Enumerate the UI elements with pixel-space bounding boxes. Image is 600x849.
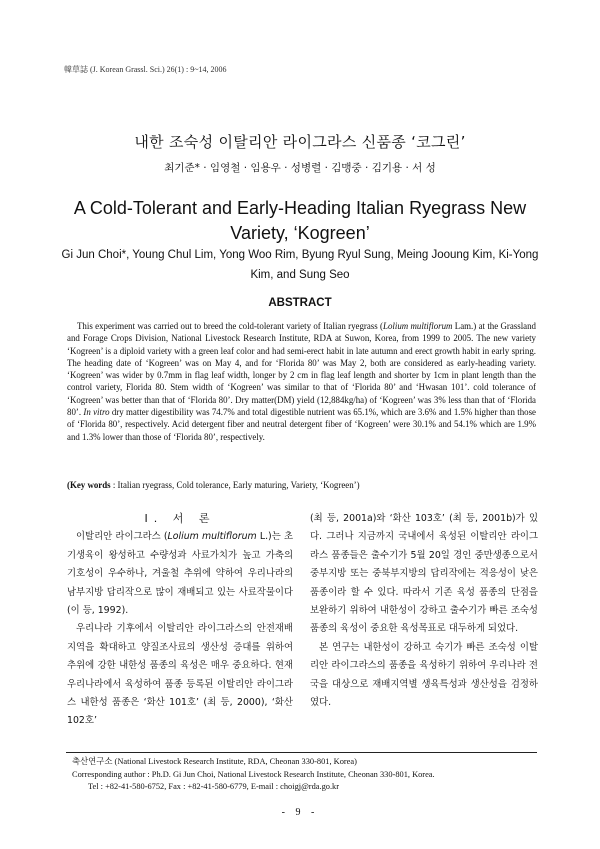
page-number: - 9 - bbox=[281, 807, 319, 818]
footnote-divider bbox=[66, 752, 537, 753]
english-title: A Cold-Tolerant and Early-Heading Italian Ryegrass New Variety, ‘Kogreen’ bbox=[73, 198, 527, 243]
footnote-corresponding: Corresponding author : Ph.D. Gi Jun Choi, National Livestock Research Institute, Cheonan 330-801, Korea. bbox=[72, 769, 435, 779]
english-authors: Gi Jun Choi*, Young Chul Lim, Yong Woo Rim, Byung Ryul Sung, Meing Jooung Kim, Ki-Yong Kim, and Sung Seo bbox=[61, 249, 539, 281]
left-column bbox=[67, 510, 293, 731]
intro-text: L.)는 초기생육이 왕성하고 수량성과 사료가치가 높고 가축의 기호성이 우수하나, 겨울철 추위에 약하여 우리나라의 남부지방 답리작으로 많이 재배되고 있는 사료작물이다(이 등, 1992). bbox=[67, 531, 294, 617]
footnote-affiliation: 축산연구소 (National Livestock Research Institute, RDA, Cheonan 330-801, Korea) bbox=[72, 757, 357, 766]
keywords-list: : Italian ryegrass, Cold tolerance, Early maturing, Variety, ‘Kogreen’) bbox=[110, 480, 360, 490]
korean-authors: 최기준* · 임영철 · 임용우 · 성병렬 · 김맹중 · 김기용 · 서 성 bbox=[164, 162, 436, 174]
footnote-contact: Tel : +82-41-580-6752, Fax : +82-41-580-6779, E-mail : choigj@rda.go.kr bbox=[88, 782, 340, 792]
abstract-text: dry matter digestibility was 74.7% and total digestible nutrient was 65.1%, which are 3.6% and 1.5% higher than those of ‘Florida 80’, respectively. Acid detergent fiber and neutral detergent fiber of ‘Kogreen’ were 30.1% and 54.1% which are 1.9% and 1.3% lower than those of ‘Florida 80’, respectively. bbox=[67, 407, 536, 442]
korean-title: 내한 조숙성 이탈리안 라이그라스 신품종 ‘코그린’ bbox=[134, 133, 466, 151]
abstract-text: Lam.) at the Grassland and Forage Crops Division, National Livestock Research Institute, RDA at Suwon, Korea, from 1999 to 2005. The new variety ‘Kogreen’ is a diploid variety with a green leaf color and had semi-erect habit in late autumn and erect growth habit in early spring. The heading date of ‘Kogreen’ was on May 4, and for ‘Florida 80’ was May 2, both are considered as early-heading variety. ‘Kogreen’ was wider by 0.7mm in flag leaf width, longer by 2 cm in flag leaf length and shorter by 1cm in plant length than the control variety, Florida 80. Stem width of ‘Kogreen’ was similar to that of ‘Florida 80’ and ‘Hwasan 101’. cold tolerance of ‘Kogreen’ was better than that of ‘Florida 80’. Dry matter(DM) yield (12,884kg/ha) of ‘Kogreen’ was 3% less than that of ‘Florida 80’. bbox=[67, 321, 536, 418]
journal-header: 韓草誌 (J. Korean Grassl. Sci.) 26(1) : 9~14, 2006 bbox=[64, 65, 227, 74]
intro-text: 이탈리안 라이그라스 ( bbox=[76, 531, 168, 543]
abstract-in-vitro: In vitro bbox=[83, 407, 110, 418]
section-heading: Ⅰ. 서 론 bbox=[144, 512, 216, 525]
keywords bbox=[67, 479, 536, 491]
intro-paragraph: (최 등, 2001a)와 ‘화산 103호’ (최 등, 2001b)가 있다. 그러나 지금까지 국내에서 육성된 이탈리안 라이그라스 품종들은 출수기가 5월 20일 경인 중만생종으로서 중부지방 또는 중북부지방의 답리작에는 적응성이 낮은 품종이라 할 수 있다. 따라서 기존 육성 품종의 단점을 보완하기 위하여 내한성이 강하고 출수기가 빠른 조숙성 품종의 육성이 중요한 육성목표로 대두하게 되었다. bbox=[310, 513, 538, 635]
intro-paragraph bbox=[67, 528, 293, 620]
abstract-text: This experiment was carried out to breed the cold-tolerant variety of Italian ryegrass ( bbox=[77, 321, 384, 331]
right-column bbox=[310, 510, 538, 712]
keywords-label: (Key words bbox=[67, 480, 111, 490]
intro-paragraph: 우리나라 기후에서 이탈리안 라이그라스의 안전재배지역을 확대하고 양질조사료의 생산성 증대를 위하여 추위에 강한 내한성 품종의 육성은 매우 중요하다. 현재 우리나라에서 육성하여 품종 등록된 이탈리안 라이그라스 내한성 품종은 ‘화산 101호’ (최 등, 2000), ‘화산 102호’ bbox=[67, 623, 293, 727]
intro-species: Lolium multiflorum bbox=[167, 531, 257, 543]
abstract-heading: ABSTRACT bbox=[268, 297, 332, 309]
footnote bbox=[72, 756, 537, 794]
intro-paragraph: 본 연구는 내한성이 강하고 숙기가 빠른 조숙성 이탈리안 라이그라스의 품종을 육성하기 위하여 우리나라 전국을 대상으로 재배지역별 생육특성과 생산성을 검정하였다. bbox=[310, 641, 538, 709]
abstract-species: Lolium multiflorum bbox=[383, 321, 453, 331]
abstract-body bbox=[67, 320, 536, 443]
